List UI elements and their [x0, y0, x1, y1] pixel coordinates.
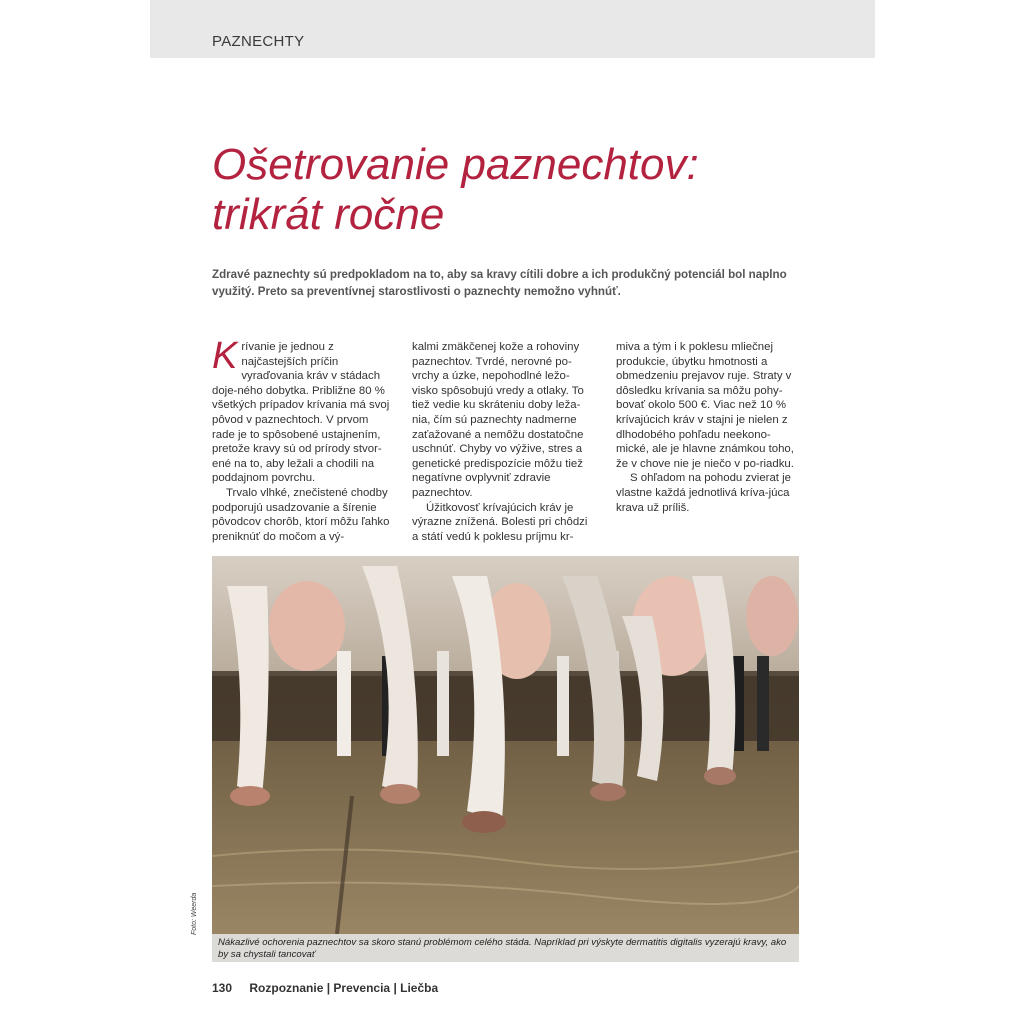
drop-cap: K: [212, 335, 238, 377]
photo-credit: Foto: Weerda: [191, 892, 198, 935]
footer-sections: Rozpoznanie | Prevencia | Liečba: [249, 981, 439, 995]
column-2-paragraph-1: kalmi zmäkčenej kože a rohoviny paznechtov. Tvrdé, nerovné po-vrchy a úzke, nepohodlné ležo-visko spôsobujú vredy a otlaky. To tiež vedie ku skráteniu doby leža-nia, čím sú paznechty nadmerne zaťažované a nemôžu dostatočne uschnúť. Chyby vo výžive, stres a genetické predispozície môžu tiež negatívne ovplyvniť zdravie paznechtov.: [412, 341, 584, 499]
cow-legs-photo: [212, 556, 799, 934]
title-line-2: trikrát ročne: [212, 190, 445, 239]
caption-band: [212, 934, 799, 962]
column-1-paragraph-2: Trvalo vlhké, znečistené chodby podporujú usadzovanie a šírenie pôvodcov chorôb, ktorí môžu ľahko preniknúť do močom a vý-: [212, 486, 390, 543]
text-column-3: [616, 340, 798, 515]
title-line-1: Ošetrovanie paznechtov:: [212, 140, 699, 189]
section-label: PAZNECHTY: [212, 33, 305, 50]
column-3-paragraph-1: miva a tým i k poklesu mliečnej produkcie, úbytku hmotnosti a obmedzeniu prejavov ruje. Straty v dôsledku krívania sa môžu pohy-bovať okolo 500 €. Viac než 10 % krívajúcich kráv v stajni je nielen z dlhodobého pohľadu neekono-mické, ale je hlavne známkou toho, že v chove nie je niečo v po-riadku.: [616, 341, 794, 470]
article-title: [212, 140, 832, 240]
column-3-paragraph-2: S ohľadom na pohodu zvierat je vlastne každá jednotlivá kríva-júca krava už príliš.: [616, 472, 791, 514]
text-column-2: [412, 340, 594, 544]
lead-paragraph: Zdravé paznechty sú predpokladom na to, aby sa kravy cítili dobre a ich produkčný potenciál bol naplno využitý. Preto sa preventívnej starostlivosti o paznechty nemožno vyhnúť.: [212, 268, 787, 298]
magazine-page: [150, 0, 875, 1024]
column-1-paragraph-1: [212, 335, 394, 486]
column-2-paragraph-2: Úžitkovosť krívajúcich kráv je výrazne znížená. Bolesti pri chôdzi a státí vedú k poklesu príjmu kr-: [412, 501, 588, 543]
column-1-text-1: rívanie je jednou z najčastejších príčin vyraďovania kráv v stádach doje-ného dobytka. Približne 80 % všetkých prípadov krívania má svoj pôvod v paznechtoch. V prvom rade je to spôsobené ustajnením, pretože kravy sú od prírody stvor-ené na to, aby ležali a chodili na poddajnom povrchu.: [212, 341, 390, 485]
page-footer: [212, 981, 438, 995]
photo-caption: Nákazlivé ochorenia paznechtov sa skoro stanú problémom celého stáda. Napríklad pri výskyte dermatitis digitalis vyzerajú kravy, ako by sa chystali tancovať: [218, 937, 787, 960]
text-column-1: [212, 335, 394, 544]
page-number: 130: [212, 981, 233, 995]
